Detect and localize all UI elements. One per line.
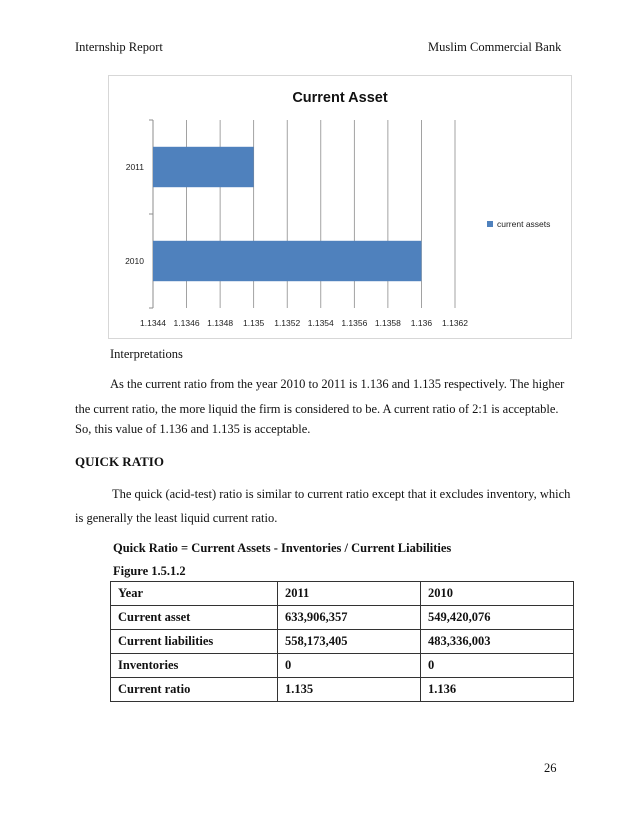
x-tick-label: 1.1346 bbox=[173, 318, 200, 328]
quick-ratio-table bbox=[110, 581, 574, 702]
table-cell: 549,420,076 bbox=[421, 606, 574, 630]
y-category-label: 2011 bbox=[125, 162, 144, 172]
interpretation-line-2: the current ratio, the more liquid the firm is considered to be. A current ratio of 2:1 is acceptable. bbox=[75, 402, 559, 416]
table-cell: Current ratio bbox=[111, 678, 278, 702]
table-row bbox=[111, 630, 574, 654]
chart-svg bbox=[109, 76, 571, 338]
table-row bbox=[111, 582, 574, 606]
x-tick-label: 1.1356 bbox=[341, 318, 368, 328]
x-tick-label: 1.136 bbox=[410, 318, 433, 328]
bar-2010 bbox=[153, 241, 421, 281]
x-tick-label: 1.1354 bbox=[307, 318, 334, 328]
legend-swatch bbox=[487, 221, 493, 227]
table-cell: Inventories bbox=[111, 654, 278, 678]
page-number: 26 bbox=[544, 761, 557, 775]
table-cell: 1.136 bbox=[421, 678, 574, 702]
interpretation-line-3: So, this value of 1.136 and 1.135 is acceptable. bbox=[75, 422, 311, 436]
quick-ratio-line-2: is generally the least liquid current ratio. bbox=[75, 511, 278, 525]
x-tick-label: 1.1348 bbox=[207, 318, 234, 328]
x-tick-label: 1.1362 bbox=[442, 318, 468, 328]
interpretations-heading: Interpretations bbox=[110, 347, 183, 361]
table-cell: 483,336,003 bbox=[421, 630, 574, 654]
table-cell: Current liabilities bbox=[111, 630, 278, 654]
chart-title: Current Asset bbox=[292, 90, 388, 106]
x-tick-label: 1.1352 bbox=[274, 318, 301, 328]
table-cell: Current asset bbox=[111, 606, 278, 630]
quick-ratio-line-1: The quick (acid-test) ratio is similar to current ratio except that it excludes inventory, which bbox=[112, 487, 571, 501]
table-row bbox=[111, 678, 574, 702]
table-cell: Year bbox=[111, 582, 278, 606]
bar-2011 bbox=[153, 147, 254, 187]
table-cell: 633,906,357 bbox=[278, 606, 421, 630]
header-right: Muslim Commercial Bank bbox=[428, 40, 562, 54]
current-asset-chart bbox=[108, 75, 572, 339]
x-tick-label: 1.1344 bbox=[140, 318, 166, 328]
table-cell: 1.135 bbox=[278, 678, 421, 702]
table-cell: 0 bbox=[421, 654, 574, 678]
figure-caption: Figure 1.5.1.2 bbox=[113, 564, 186, 578]
legend-label: current assets bbox=[497, 219, 551, 229]
table-row bbox=[111, 606, 574, 630]
table-row bbox=[111, 654, 574, 678]
table-cell: 558,173,405 bbox=[278, 630, 421, 654]
x-tick-label: 1.135 bbox=[243, 318, 265, 328]
y-category-label: 2010 bbox=[125, 256, 144, 266]
x-tick-label: 1.1358 bbox=[374, 318, 401, 328]
interpretation-line-1: As the current ratio from the year 2010 to 2011 is 1.136 and 1.135 respectively. The higher bbox=[110, 377, 565, 391]
table-cell: 2010 bbox=[421, 582, 574, 606]
table-cell: 0 bbox=[278, 654, 421, 678]
quick-ratio-formula: Quick Ratio = Current Assets - Inventories / Current Liabilities bbox=[113, 541, 452, 555]
quick-ratio-heading: QUICK RATIO bbox=[75, 454, 164, 469]
table-cell: 2011 bbox=[278, 582, 421, 606]
header-left: Internship Report bbox=[75, 40, 163, 54]
